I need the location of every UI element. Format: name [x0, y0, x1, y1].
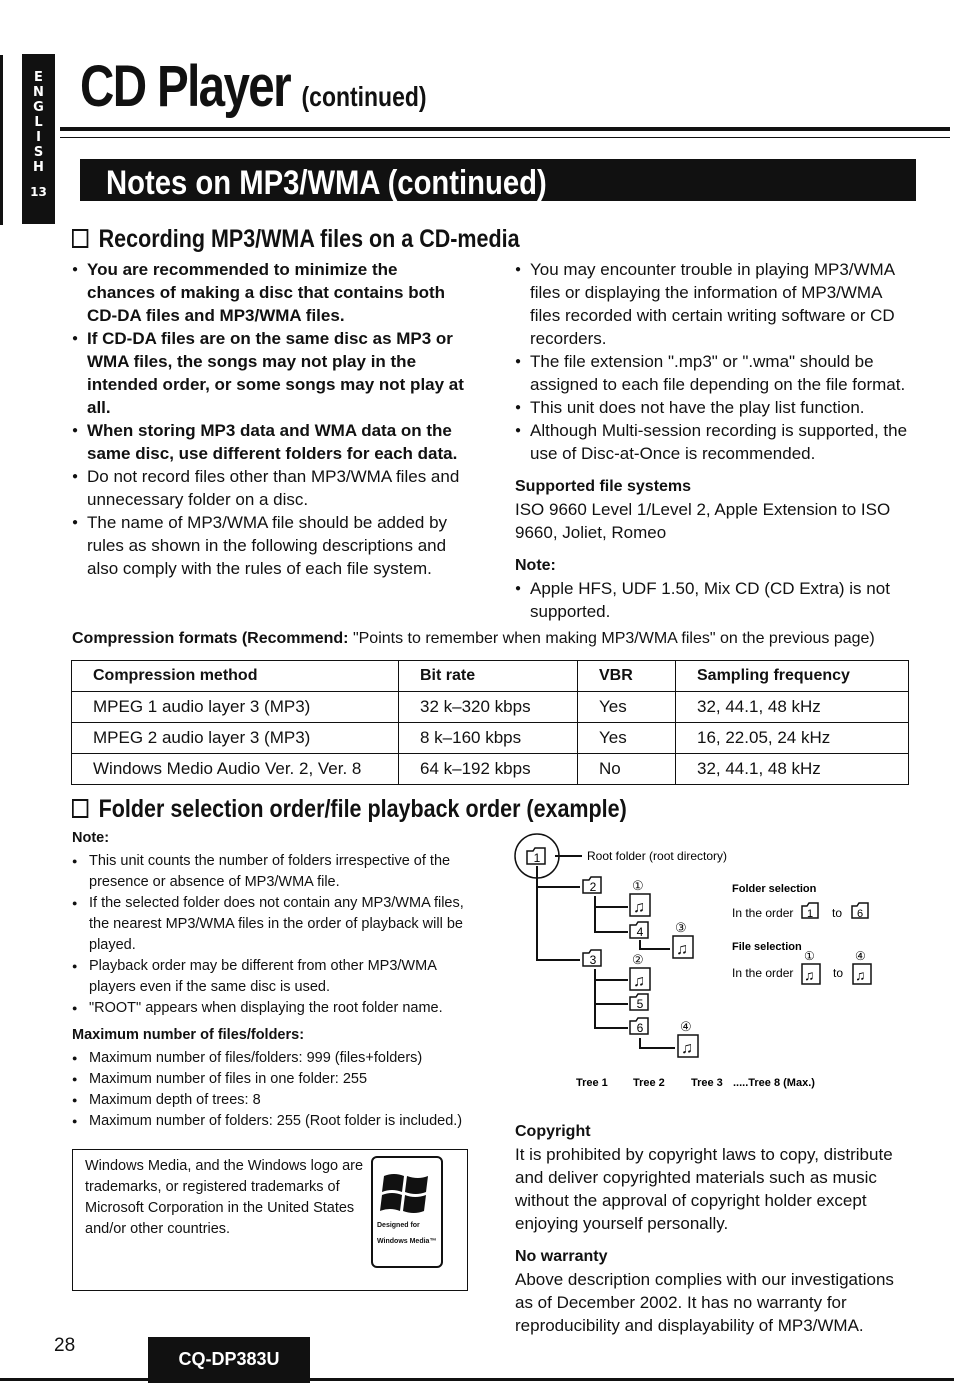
- section-number: 13: [30, 185, 47, 199]
- trademark-box: [72, 1149, 468, 1291]
- title-rule: [60, 127, 950, 131]
- supported-text: ISO 9660 Level 1/Level 2, Apple Extension to ISO 9660, Joliet, Romeo: [515, 500, 891, 542]
- folder-icon: [583, 950, 601, 967]
- table-header-cell: Bit rate: [399, 661, 578, 692]
- svg-text:♫: ♫: [676, 941, 688, 958]
- language-letter: I: [36, 130, 41, 145]
- table-cell: 32 k–320 kbps: [399, 692, 578, 723]
- folder-icon: [630, 1018, 648, 1035]
- folder-note-heading: Note:: [72, 830, 110, 846]
- compression-text: "Points to remember when making MP3/WMA files" on the previous page): [348, 630, 875, 647]
- folder-note-list: [72, 851, 482, 1019]
- list-item: ● Apple HFS, UDF 1.50, Mix CD (CD Extra) is not supported.: [515, 577, 910, 623]
- page-title-suffix: (continued): [301, 81, 427, 112]
- list-item: ● Maximum number of files in one folder: 255: [72, 1069, 482, 1090]
- recording-heading: Recording MP3/WMA files on a CD-media: [72, 225, 520, 254]
- table-cell: 64 k–192 kbps: [399, 754, 578, 785]
- music-file-icon: [630, 878, 650, 916]
- list-item: ● "ROOT" appears when displaying the root folder name.: [72, 998, 482, 1019]
- music-file-icon: [853, 949, 871, 984]
- recording-left-column: [72, 258, 466, 580]
- tree-labels: [576, 1077, 815, 1089]
- table-row: [72, 723, 909, 754]
- logo-caption-designed-for: Designed for: [377, 1222, 420, 1229]
- table-header-cell: Compression method: [72, 661, 399, 692]
- list-item: ● When storing MP3 data and WMA data on the same disc, use different folders for each data.: [72, 419, 466, 465]
- list-item: ● Maximum number of files/folders: 999 (files+folders): [72, 1048, 482, 1069]
- folder-heading: Folder selection order/file playback order (example): [72, 795, 627, 824]
- language-letter: S: [33, 145, 44, 160]
- list-item: ● Do not record files other than MP3/WMA files and unnecessary folder on a disc.: [72, 465, 466, 511]
- table-cell: MPEG 2 audio layer 3 (MP3): [72, 723, 399, 754]
- svg-text:④: ④: [855, 949, 866, 963]
- checkbox-square-icon: [72, 229, 88, 248]
- tree-label: Tree 3: [691, 1077, 723, 1089]
- warranty-heading: No warranty: [515, 1248, 608, 1265]
- language-letter: L: [34, 115, 43, 130]
- trademark-text: Windows Media, and the Windows logo are trademarks, or registered trademarks of Microsoft Corporation in the United States and/or other countries.: [85, 1158, 364, 1237]
- list-item: ● The file extension ".mp3" or ".wma" should be assigned to each file depending on the file format.: [515, 350, 910, 396]
- table-cell: No: [578, 754, 676, 785]
- svg-text:♫: ♫: [855, 967, 866, 983]
- tree-label: .....Tree 8 (Max.): [733, 1077, 815, 1089]
- to-label: to: [832, 906, 843, 920]
- max-heading: Maximum number of files/folders:: [72, 1027, 305, 1043]
- svg-text:②: ②: [632, 952, 644, 967]
- supported-heading: Supported file systems: [515, 478, 692, 495]
- copyright-text: It is prohibited by copyright laws to copy, distribute and deliver copyrighted materials such as music without the approval of copyright holder except enjoying yourself personally.: [515, 1145, 893, 1233]
- recording-left-list: [72, 258, 466, 580]
- music-file-icon: [802, 949, 820, 984]
- list-item: ● Playback order may be different from other MP3/WMA players even if the same disc is used.: [72, 956, 482, 998]
- folder-icon: [583, 877, 601, 894]
- table-cell: Yes: [578, 692, 676, 723]
- list-item: ● Maximum number of folders: 255 (Root folder is included.): [72, 1111, 482, 1132]
- svg-text:♫: ♫: [804, 967, 815, 983]
- title-rule-thin: [60, 137, 950, 138]
- table-cell: 32, 44.1, 48 kHz: [676, 754, 909, 785]
- page-number: 28: [54, 1335, 76, 1356]
- folder-icon: [630, 994, 648, 1011]
- list-item: ● You are recommended to minimize the chances of making a disc that contains both CD-DA files and MP3/WMA files.: [72, 258, 466, 327]
- language-letter: E: [34, 70, 43, 85]
- list-item: ● This unit does not have the play list function.: [515, 396, 910, 419]
- table-row: [72, 754, 909, 785]
- folder-tree-diagram: [510, 832, 930, 1097]
- table-cell: 8 k–160 kbps: [399, 723, 578, 754]
- folder-icon: [852, 903, 868, 920]
- language-tab-letters: [22, 54, 55, 175]
- file-selection-heading: File selection: [732, 941, 802, 953]
- windows-media-logo: [371, 1156, 443, 1268]
- language-letter: H: [33, 160, 44, 175]
- folder-icon: [802, 903, 818, 920]
- language-letter: N: [33, 85, 44, 100]
- compression-label: Compression formats (Recommend:: [72, 630, 349, 647]
- warranty-text: Above description complies with our investigations as of December 2002. It has no warranty for reproducibility and displayability of MP3/WMA.: [515, 1270, 894, 1335]
- tree-label: Tree 1: [576, 1077, 608, 1089]
- file-selection-text: In the order: [732, 966, 794, 980]
- table-cell: MPEG 1 audio layer 3 (MP3): [72, 692, 399, 723]
- list-item: ● If CD-DA files are on the same disc as MP3 or WMA files, the songs may not play in the intended order, or some songs may not play at all.: [72, 327, 466, 419]
- music-file-icon: [678, 1019, 698, 1057]
- table-header-row: [72, 661, 909, 692]
- section-banner-text: Notes on MP3/WMA (continued): [106, 164, 547, 202]
- svg-text:④: ④: [680, 1019, 692, 1034]
- folder-selection-text: In the order: [732, 906, 794, 920]
- folder-number: 5: [636, 997, 644, 1011]
- music-file-icon: [673, 920, 693, 958]
- language-letter: G: [33, 100, 44, 115]
- max-list: [72, 1048, 482, 1132]
- svg-text:①: ①: [632, 878, 644, 893]
- note-list: [515, 577, 910, 623]
- svg-text:♫: ♫: [633, 973, 645, 990]
- windows-flag-icon: [380, 1170, 432, 1216]
- table-row: [72, 692, 909, 723]
- checkbox-square-icon: [72, 799, 88, 818]
- compression-table: [71, 660, 909, 785]
- list-item: ● Maximum depth of trees: 8: [72, 1090, 482, 1111]
- list-item: ● You may encounter trouble in playing MP3/WMA files or displaying the information of MP3/WMA files recorded with certain writing software or CD recorders.: [515, 258, 910, 350]
- folder-number: 6: [636, 1021, 644, 1035]
- folder-number: 1: [533, 851, 541, 865]
- music-file-icon: [630, 952, 650, 990]
- table-header-cell: VBR: [578, 661, 676, 692]
- svg-text:♫: ♫: [633, 899, 645, 916]
- page-title: [80, 54, 427, 119]
- copyright-heading: Copyright: [515, 1123, 591, 1140]
- logo-caption-windows-media: Windows Media™: [377, 1238, 437, 1245]
- left-margin-bar: [0, 55, 3, 225]
- model-number: CQ-DP383U: [148, 1337, 310, 1383]
- folder-number: 3: [589, 953, 597, 967]
- list-item: ● This unit counts the number of folders irrespective of the presence or absence of MP3/WMA file.: [72, 851, 482, 893]
- language-tab: [22, 54, 55, 224]
- folder-number: 4: [636, 925, 644, 939]
- list-item: ● The name of MP3/WMA file should be added by rules as shown in the following descriptions and also comply with the rules of each file system.: [72, 511, 466, 580]
- svg-text:1: 1: [806, 908, 814, 920]
- list-item: ● If the selected folder does not contain any MP3/WMA files, the nearest MP3/WMA files in the order of playback will be played.: [72, 893, 482, 956]
- note-heading: Note:: [515, 557, 556, 574]
- section-banner: [80, 159, 916, 201]
- copyright-section: [515, 1120, 910, 1337]
- table-header-cell: Sampling frequency: [676, 661, 909, 692]
- to-label: to: [833, 966, 844, 980]
- svg-text:①: ①: [804, 949, 815, 963]
- svg-text:♫: ♫: [681, 1040, 693, 1057]
- folder-selection-heading: Folder selection: [732, 883, 817, 895]
- recording-right-list: [515, 258, 910, 465]
- folder-icon: [630, 922, 648, 939]
- table-cell: 16, 22.05, 24 kHz: [676, 723, 909, 754]
- svg-text:6: 6: [856, 908, 864, 920]
- page-title-main: CD Player: [80, 54, 290, 119]
- table-cell: Yes: [578, 723, 676, 754]
- svg-text:③: ③: [675, 920, 687, 935]
- table-cell: Windows Medio Audio Ver. 2, Ver. 8: [72, 754, 399, 785]
- footer-rule: [0, 1378, 954, 1381]
- tree-label: Tree 2: [633, 1077, 665, 1089]
- folder-icon: [527, 848, 545, 865]
- root-folder-label: Root folder (root directory): [587, 849, 728, 863]
- table-body: [72, 692, 909, 785]
- folder-number: 2: [589, 880, 597, 894]
- folder-notes: [72, 828, 482, 1132]
- table-cell: 32, 44.1, 48 kHz: [676, 692, 909, 723]
- compression-caption: [72, 630, 875, 648]
- list-item: ● Although Multi-session recording is supported, the use of Disc-at-Once is recommended.: [515, 419, 910, 465]
- recording-right-column: [515, 258, 910, 623]
